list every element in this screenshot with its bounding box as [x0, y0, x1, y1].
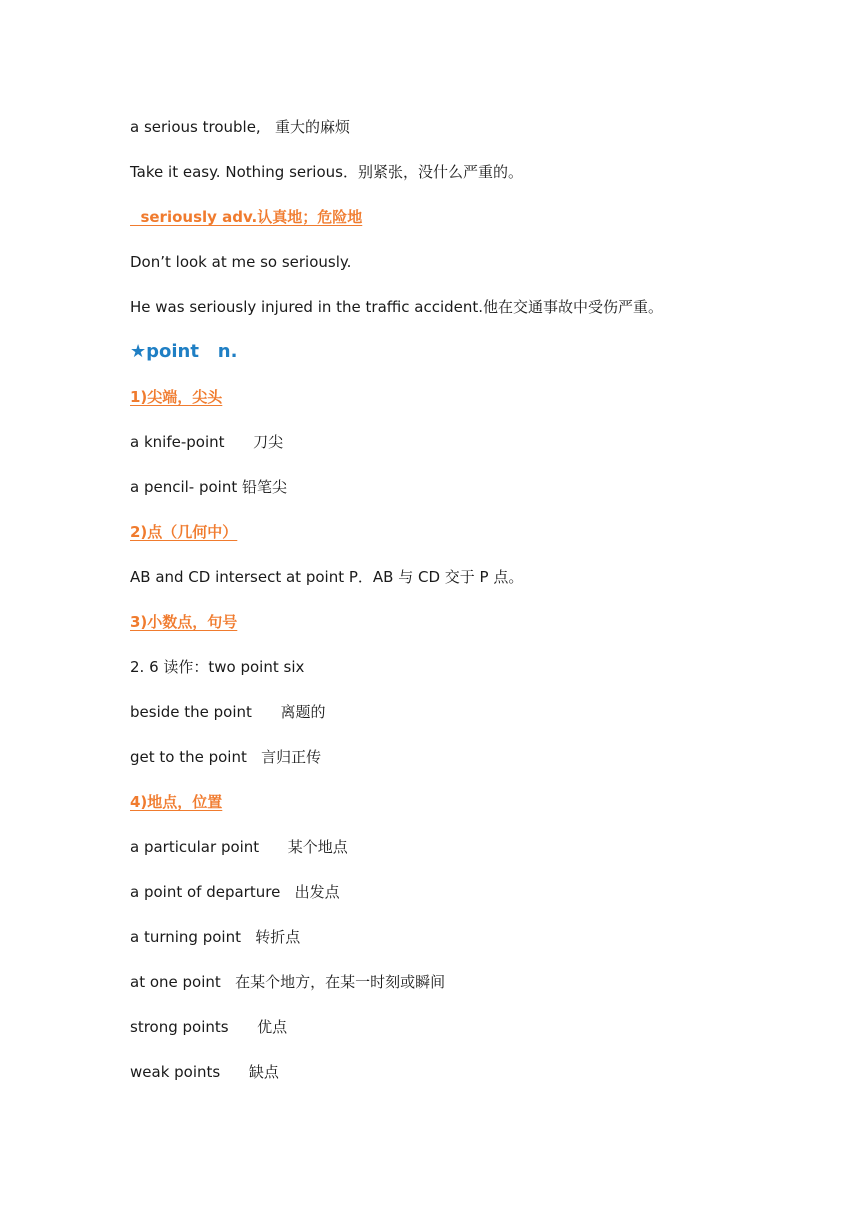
- example-serious-trouble: a serious trouble, 重大的麻烦: [130, 118, 350, 136]
- example-turning-point: a turning point 转折点: [130, 928, 301, 946]
- example-pencil-point: a pencil- point 铅笔尖: [130, 478, 288, 496]
- sense-2-heading: 2)点（几何中）: [130, 523, 238, 541]
- example-point-of-departure: a point of departure 出发点: [130, 883, 340, 901]
- example-nothing-serious: Take it easy. Nothing serious．别紧张，没什么严重的。: [130, 163, 523, 181]
- heading-seriously: seriously adv.认真地；危险地: [130, 208, 363, 226]
- example-weak-points: weak points 缺点: [130, 1063, 279, 1081]
- example-knife-point: a knife-point 刀尖: [130, 433, 284, 451]
- example-at-one-point: at one point 在某个地方，在某一时刻或瞬间: [130, 973, 446, 991]
- example-seriously-injured: He was seriously injured in the traffic accident.他在交通事故中受伤严重。: [130, 298, 664, 316]
- example-beside-the-point: beside the point 离题的: [130, 703, 326, 721]
- example-two-point-six: 2. 6 读作：two point six: [130, 658, 305, 676]
- example-intersect: AB and CD intersect at point P．AB 与 CD 交于 P 点。: [130, 568, 524, 586]
- sense-3-heading: 3)小数点，句号: [130, 613, 238, 631]
- document-body: [130, 112, 770, 1102]
- sense-4-heading: 4)地点，位置: [130, 793, 223, 811]
- example-get-to-the-point: get to the point 言归正传: [130, 748, 322, 766]
- example-strong-points: strong points 优点: [130, 1018, 288, 1036]
- heading-point-noun: ★point n.: [130, 341, 238, 362]
- example-dont-look: Don’t look at me so seriously.: [130, 253, 352, 271]
- sense-1-heading: 1)尖端，尖头: [130, 388, 223, 406]
- example-particular-point: a particular point 某个地点: [130, 838, 348, 856]
